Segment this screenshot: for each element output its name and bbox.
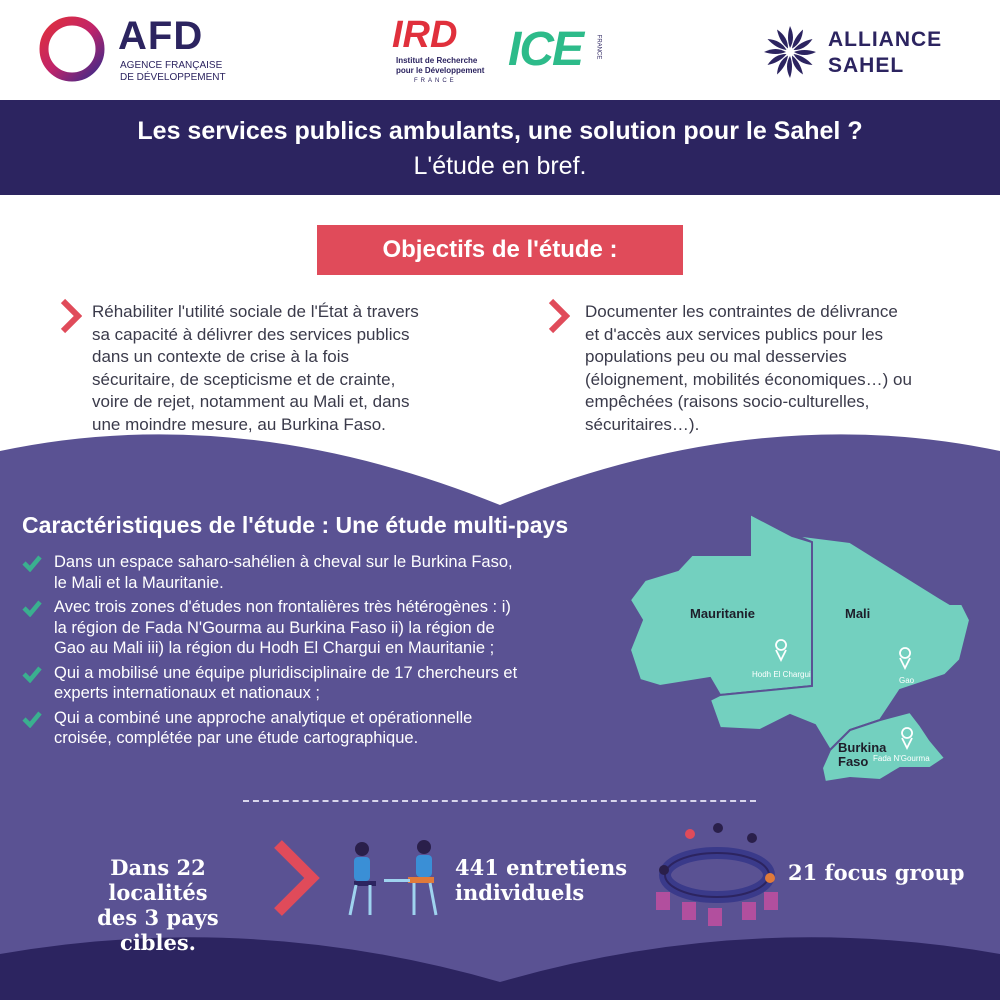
interview-illustration <box>340 835 450 925</box>
map-label-mauritanie: Mauritanie <box>690 606 756 621</box>
map-label-burkina: Burkina <box>838 740 887 755</box>
stat-line: des 3 pays cibles. <box>97 905 219 955</box>
chevron-right-icon <box>548 298 570 334</box>
title-banner <box>0 100 1000 195</box>
list-item <box>22 552 602 593</box>
characteristics-title: Caractéristiques de l'étude : Une étude multi-pays <box>22 512 569 538</box>
ird-line1: Institut de Recherche <box>396 56 478 65</box>
divider <box>243 800 756 802</box>
alliance-sun-icon <box>760 22 820 82</box>
objective-left-line: dans un contexte de crise à la fois <box>92 347 350 366</box>
page-subtitle: L'étude en bref. <box>413 152 587 180</box>
list-item <box>22 708 602 749</box>
map-label-fada: Fada N'Gourma <box>873 754 930 763</box>
characteristics-list <box>22 552 602 749</box>
list-item-line: le Mali et la Mauritanie. <box>54 573 224 592</box>
check-icon <box>22 599 42 617</box>
objective-left-line: sécuritaire, de scepticisme et de crainte, <box>92 369 396 389</box>
objective-right <box>585 301 985 436</box>
page-title: Les services publics ambulants, une solution pour le Sahel ? <box>137 117 863 145</box>
objective-left-line: sa capacité à délivrer des services publics <box>92 324 410 344</box>
objective-right-line: (éloignement, mobilités économiques…) ou <box>585 369 912 389</box>
objective-right-line: empêchées (raisons socio-culturelles, <box>585 392 870 411</box>
afd-line1: AGENCE FRANÇAISE <box>120 60 223 71</box>
alliance-line1: ALLIANCE <box>828 28 943 51</box>
map-mauritania <box>630 514 812 695</box>
ice-name: ICE <box>508 23 583 76</box>
alliance-line2: SAHEL <box>828 54 905 77</box>
stat-interviews <box>455 855 627 905</box>
alliance-sahel-logo <box>760 22 970 82</box>
stat-localities <box>58 855 258 955</box>
stat-line: 441 entretiens <box>455 855 628 880</box>
objective-right-line: sécuritaires…). <box>585 414 700 434</box>
list-item-line: croisée, complétée par une étude cartographique. <box>54 729 419 747</box>
objective-left-line: une moindre mesure, au Burkina Faso. <box>92 414 386 434</box>
ird-name: IRD <box>392 14 458 56</box>
objective-right-line: Documenter les contraintes de délivrance <box>585 302 898 321</box>
stat-line: individuels <box>455 880 585 905</box>
objectives-heading: Objectifs de l'étude : <box>317 225 683 275</box>
list-item <box>22 663 602 704</box>
check-icon <box>22 554 42 572</box>
objective-left <box>92 301 502 436</box>
header <box>0 0 1000 100</box>
stat-focus-group: 21 focus group <box>788 860 965 885</box>
list-item-line: Avec trois zones d'études non frontalières très hétérogènes : i) <box>54 598 511 616</box>
check-icon <box>22 665 42 683</box>
map-label-mali: Mali <box>845 606 871 621</box>
ice-tag: FRANCE <box>595 34 602 60</box>
ird-line2: pour le Développement <box>396 66 485 75</box>
stat-line: Dans 22 localités <box>108 855 208 905</box>
afd-name: AFD <box>118 14 204 58</box>
objective-left-line: Réhabiliter l'utilité sociale de l'État à travers <box>92 302 419 321</box>
list-item-line: la région de Fada N'Gourma au Burkina Faso ii) la région de <box>54 618 495 637</box>
map-label-gao: Gao <box>899 676 915 685</box>
list-item-line: Gao au Mali iii) la région du Hodh El Chargui en Mauritanie ; <box>54 639 495 657</box>
list-item-line: experts internationaux et nationaux ; <box>54 684 321 702</box>
map-label-hodh: Hodh El Chargui <box>752 670 811 679</box>
objective-left-line: voire de rejet, notamment au Mali et, dans <box>92 392 410 411</box>
objective-right-line: et d'accès aux services publics pour les <box>585 324 884 344</box>
list-item-line: Qui a combiné une approche analytique et opérationnelle <box>54 708 473 727</box>
check-icon <box>22 710 42 728</box>
focus-group-illustration <box>652 820 782 930</box>
map-label-faso: Faso <box>838 754 869 769</box>
afd-logo <box>38 16 238 82</box>
ice-logo <box>508 22 608 82</box>
chevron-right-icon <box>272 838 320 918</box>
list-item-line: Dans un espace saharo-sahélien à cheval sur le Burkina Faso, <box>54 553 513 571</box>
objective-right-line: populations peu ou mal desservies <box>585 347 847 366</box>
sahel-map <box>600 500 1000 810</box>
afd-line2: DE DÉVELOPPEMENT <box>120 72 226 83</box>
ird-line3: FRANCE <box>414 78 457 84</box>
list-item-line: Qui a mobilisé une équipe pluridisciplinaire de 17 chercheurs et <box>54 663 518 682</box>
list-item <box>22 597 602 659</box>
afd-ring-icon <box>38 14 108 84</box>
chevron-right-icon <box>60 298 82 334</box>
ird-logo <box>392 14 502 94</box>
